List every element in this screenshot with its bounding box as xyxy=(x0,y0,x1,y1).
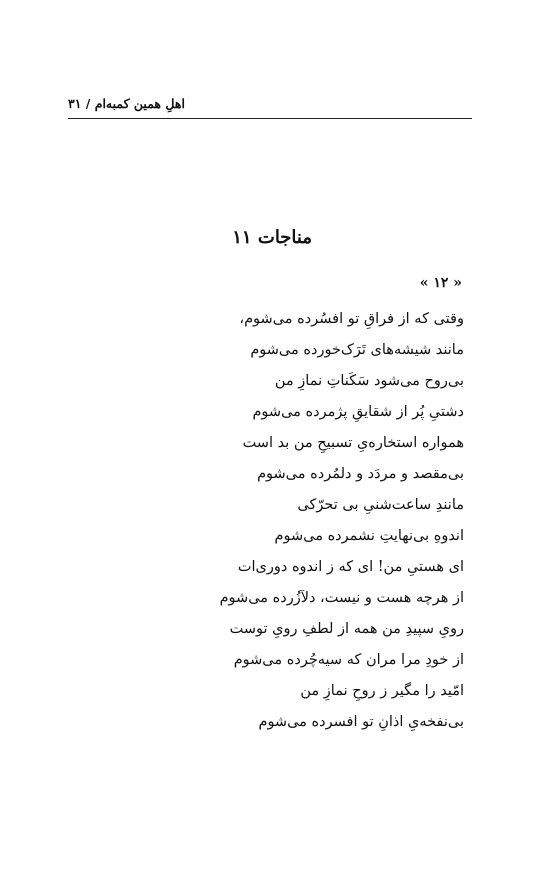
running-header: اهلِ همین کمبه‌ام / ۳۱ xyxy=(68,96,185,111)
poem-verse: مانند شیشه‌های تَرَک‌خورده می‌شوم xyxy=(250,342,464,358)
poem-verse: وقتی که از فراقِ تو افسُرده می‌شوم، xyxy=(239,311,464,327)
poem-body xyxy=(164,304,464,738)
poem-verse: ای هستیِ من! ای که ز اندوه دوری‌ات xyxy=(237,559,464,575)
poem-verse: بی‌روح می‌شود سَکَناتِ نمازِ من xyxy=(274,373,464,389)
chapter-title: مناجات ۱۱ xyxy=(232,227,312,248)
poem-verse: امّید را مگیر ز روحِ نمازِ من xyxy=(300,683,464,699)
poem-verse: از هرچه هست و نیست، دلآزُرده می‌شوم xyxy=(219,590,464,606)
poem-number: « ۱۲ » xyxy=(419,275,462,291)
poem-verse: از خودِ مرا مران که سیه‌چُرده می‌شوم xyxy=(233,652,464,668)
header-divider xyxy=(68,118,472,119)
poem-verse: دشتیِ پُر از شقایقِ پژمرده می‌شوم xyxy=(252,404,464,420)
poem-verse: رویِ سپیدِ من همه از لطفِ رویِ توست xyxy=(229,621,464,637)
poem-verse: بی‌نفخه‌یِ اذانِ تو افسرده می‌شوم xyxy=(258,714,464,730)
poem-verse: اندوهِ بی‌نهایتِ نشمرده می‌شوم xyxy=(274,528,464,544)
poem-verse: مانندِ ساعت‌شنیِ بی تحرّکی xyxy=(297,497,464,513)
poem-verse: بی‌مقصد و مردَد و دلمُرده می‌شوم xyxy=(257,466,464,482)
poem-verse: همواره استخاره‌یِ تسبیحِ من بد است xyxy=(242,435,464,451)
